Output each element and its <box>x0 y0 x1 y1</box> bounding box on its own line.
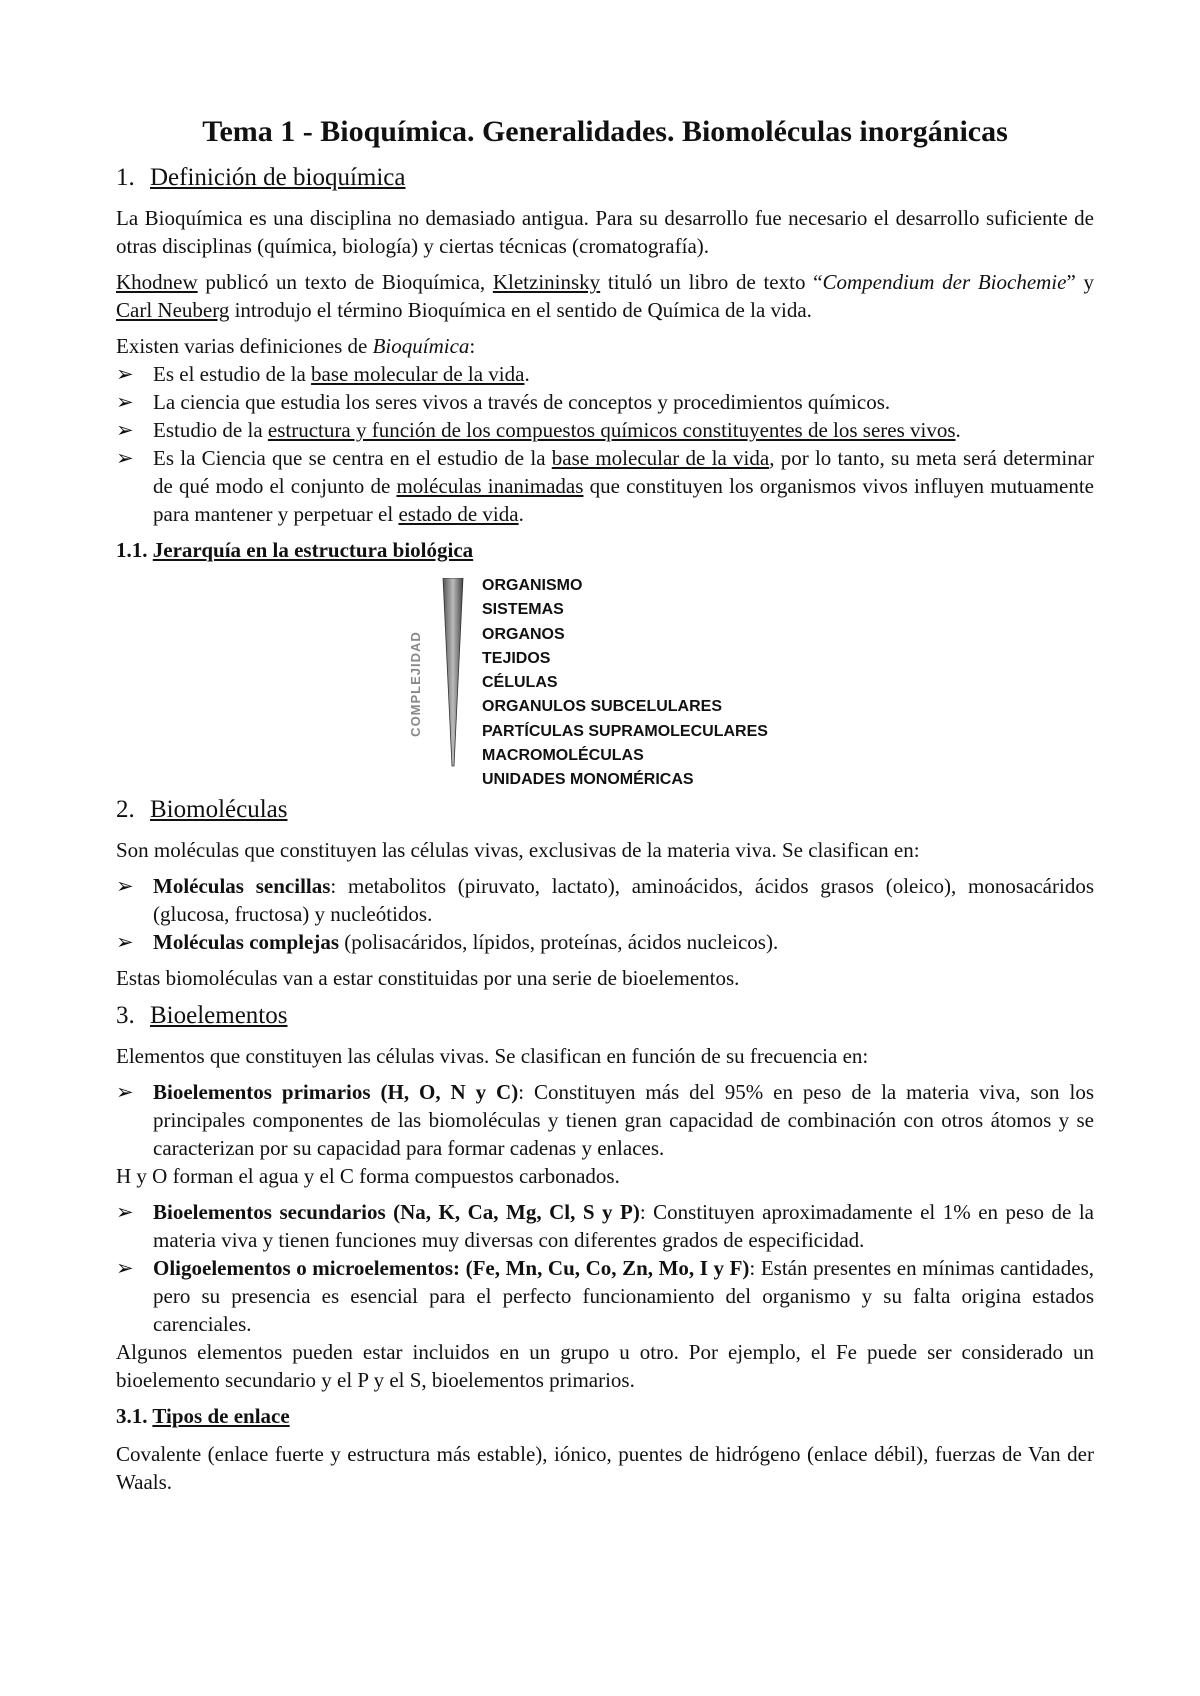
hierarchy-level: CÉLULAS <box>482 674 558 692</box>
section-number: 2. <box>116 796 135 823</box>
text-run: : Constituyen aproximadamente el 1% en peso de la materia viva y tienen funciones muy diversas con diferentes grados de especificidad. <box>153 1200 1094 1252</box>
underlined-term: base molecular de la vida <box>551 446 770 470</box>
hierarchy-level: UNIDADES MONOMÉRICAS <box>482 771 694 789</box>
text-run: Es la Ciencia que se centra en el estudio de la <box>153 446 552 470</box>
text-run: Existen varias definiciones de <box>116 334 373 358</box>
text-run: introdujo el término Bioquímica en el sentido de Química de la vida. <box>229 298 812 322</box>
document-title: Tema 1 - Bioquímica. Generalidades. Biomoléculas inorgánicas <box>202 115 1008 148</box>
author-name: Khodnew <box>116 270 198 294</box>
arrow-bullet-icon: ➢ <box>116 362 134 386</box>
list-item <box>116 1254 1094 1338</box>
text-run: . <box>524 362 530 386</box>
section-2-heading <box>116 794 1094 826</box>
term: Moléculas sencillas <box>153 874 331 898</box>
hierarchy-level: PARTÍCULAS SUPRAMOLECULARES <box>482 722 768 740</box>
hierarchy-levels <box>482 574 768 793</box>
text-run: . <box>518 502 524 526</box>
author-name: Carl Neuberg <box>116 298 230 322</box>
underlined-term: estructura y función de los compuestos químicos constituyentes de los seres vivos <box>267 418 956 442</box>
paragraph <box>116 332 1094 360</box>
section-3-heading <box>116 1000 1094 1032</box>
underlined-term: estado de vida <box>398 502 519 526</box>
section-title: Definición de bioquímica <box>150 164 406 191</box>
complexity-axis-label: COMPLEJIDAD <box>408 631 423 737</box>
list-item <box>116 444 1094 528</box>
text-run: Es el estudio de la <box>153 362 312 386</box>
subsection-3-1-heading <box>116 1402 1094 1430</box>
section-number: 3. <box>116 1002 135 1029</box>
arrow-bullet-icon: ➢ <box>116 930 134 954</box>
text-run: publicó un texto de Bioquímica, <box>197 270 493 294</box>
bioelement-list <box>116 1198 1094 1338</box>
subsection-title: Jerarquía en la estructura biológica <box>152 538 474 562</box>
hierarchy-level: MACROMOLÉCULAS <box>482 747 644 765</box>
arrow-bullet-icon: ➢ <box>116 1080 134 1104</box>
paragraph: La Bioquímica es una disciplina no demasiado antigua. Para su desarrollo fue necesario el desarrollo suficiente de otras disciplinas (química, biología) y ciertas técnicas (cromatografía). <box>116 206 1094 258</box>
text-run: ” y <box>1066 270 1094 294</box>
document-body <box>116 112 1094 1504</box>
text-run: tituló un libro de texto “ <box>600 270 823 294</box>
section-1-heading <box>116 162 1094 194</box>
paragraph: Covalente (enlace fuerte y estructura más estable), iónico, puentes de hidrógeno (enlace débil), fuerzas de Van der Waals. <box>116 1442 1094 1494</box>
arrow-bullet-icon: ➢ <box>116 1256 134 1280</box>
text-run: : Están presentes en mínimas cantidades, pero su presencia es esencial para el perfecto funcionamiento del organismo y su falta origina estados carenciales. <box>153 1256 1094 1336</box>
list-item <box>116 388 1094 416</box>
arrow-bullet-icon: ➢ <box>116 390 134 414</box>
definition-list <box>116 360 1094 528</box>
arrow-bullet-icon: ➢ <box>116 1200 134 1224</box>
complexity-wedge-icon <box>442 578 464 768</box>
arrow-bullet-icon: ➢ <box>116 446 134 470</box>
section-number: 1. <box>116 164 135 191</box>
term: Bioelementos secundarios (Na, K, Ca, Mg, Cl, S y P) <box>153 1200 640 1224</box>
underlined-term: moléculas inanimadas <box>396 474 584 498</box>
paragraph: H y O forman el agua y el C forma compuestos carbonados. <box>116 1164 620 1188</box>
arrow-bullet-icon: ➢ <box>116 418 134 442</box>
author-name: Kletzininsky <box>492 270 601 294</box>
hierarchy-level: ORGANOS <box>482 625 565 643</box>
subsection-number: 3.1. <box>116 1404 153 1428</box>
text-run: La ciencia que estudia los seres vivos a través de conceptos y procedimientos químicos. <box>153 390 891 414</box>
list-item <box>116 928 1094 956</box>
list-item <box>116 1198 1094 1254</box>
section-title: Bioelementos <box>150 1002 288 1029</box>
text-run: Estudio de la <box>153 418 268 442</box>
text-run: que constituyen los organismos vivos influyen mutuamente para mantener y perpetuar el <box>153 474 1094 526</box>
hierarchy-figure <box>116 574 1094 790</box>
subsection-title: Tipos de enlace <box>152 1404 290 1428</box>
term: Moléculas complejas <box>153 930 340 954</box>
text-run: : <box>469 334 476 358</box>
subsection-number: 1.1. <box>116 538 153 562</box>
term: Bioelementos primarios (H, O, N y C) <box>153 1080 519 1104</box>
section-title: Biomoléculas <box>150 796 288 823</box>
arrow-bullet-icon: ➢ <box>116 874 134 898</box>
paragraph: Elementos que constituyen las células vivas. Se clasifican en función de su frecuencia en: <box>116 1044 869 1068</box>
text-run: : metabolitos (piruvato, lactato), aminoácidos, ácidos grasos (oleico), monosacáridos (glucosa, fructosa) y nucleótidos. <box>153 874 1095 926</box>
paragraph: Estas biomoléculas van a estar constituidas por una serie de bioelementos. <box>116 966 740 990</box>
emphasis: Bioquímica <box>372 334 470 358</box>
underlined-term: base molecular de la vida <box>311 362 525 386</box>
paragraph <box>116 268 1094 324</box>
hierarchy-level: TEJIDOS <box>482 649 551 667</box>
hierarchy-level: ORGANISMO <box>482 577 583 594</box>
list-item <box>116 1078 1094 1162</box>
list-item <box>116 416 1094 444</box>
text-run: : Constituyen más del 95% en peso de la materia viva, son los principales componentes de las biomoléculas y tienen gran capacidad de combinación con otros átomos y se caracterizan por su capacidad para formar cadenas y enlaces. <box>153 1080 1094 1160</box>
bioelement-list <box>116 1078 1094 1162</box>
paragraph: Algunos elementos pueden estar incluidos en un grupo u otro. Por ejemplo, el Fe puede ser considerado un bioelemento secundario y el P y el S, bioelementos primarios. <box>116 1340 1094 1392</box>
molecule-types-list <box>116 872 1094 956</box>
text-run: , por lo tanto, su meta será determinar de qué modo el conjunto de <box>153 446 1095 498</box>
text-run: . <box>955 418 961 442</box>
hierarchy-level: SISTEMAS <box>482 601 564 619</box>
list-item <box>116 360 1094 388</box>
hierarchy-level: ORGANULOS SUBCELULARES <box>482 698 723 716</box>
book-title: Compendium der Biochemie <box>822 270 1067 294</box>
text-run: (polisacáridos, lípidos, proteínas, ácidos nucleicos). <box>339 930 779 954</box>
term: Oligoelementos o microelementos: (Fe, Mn, Cu, Co, Zn, Mo, I y F) <box>153 1256 750 1280</box>
subsection-1-1-heading <box>116 536 1094 564</box>
list-item <box>116 872 1094 928</box>
paragraph: Son moléculas que constituyen las células vivas, exclusivas de la materia viva. Se clasifican en: <box>116 838 920 862</box>
